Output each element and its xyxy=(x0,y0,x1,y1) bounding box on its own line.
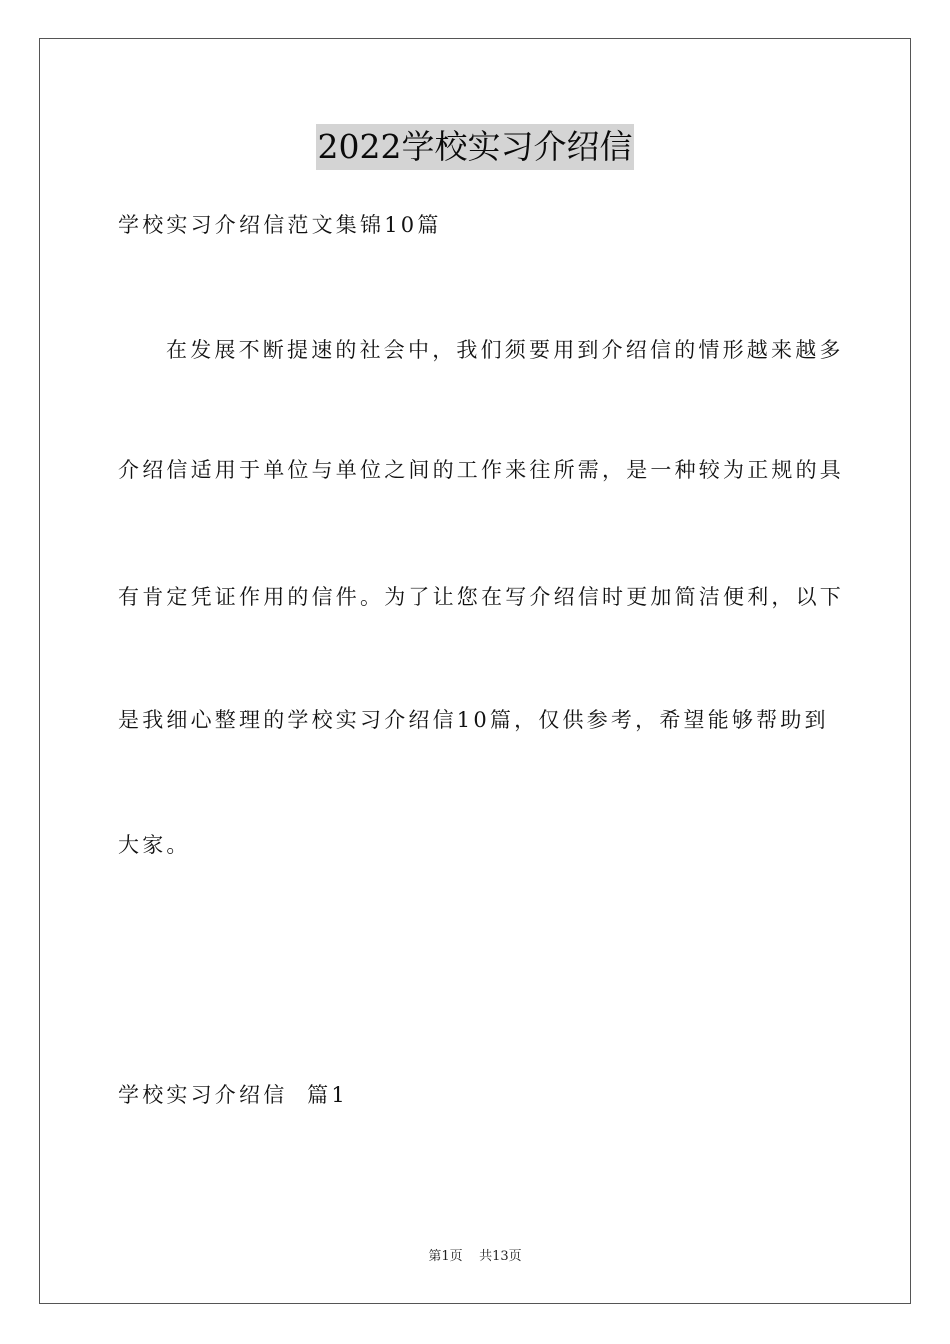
section-heading: 学校实习介绍信 篇1 xyxy=(118,1083,348,1107)
document-subtitle: 学校实习介绍信范文集锦10篇 xyxy=(118,213,442,237)
intro-line-3: 有肯定凭证作用的信件。为了让您在写介绍信时更加简洁便利，以下 xyxy=(118,585,844,609)
intro-line-1: 在发展不断提速的社会中，我们须要用到介绍信的情形越来越多 xyxy=(166,338,844,362)
page-footer: 第1页 共13页 xyxy=(428,1249,522,1264)
document-title xyxy=(0,124,950,170)
intro-line-5: 大家。 xyxy=(118,833,191,857)
intro-line-2: 介绍信适用于单位与单位之间的工作来往所需，是一种较为正规的具 xyxy=(118,458,844,482)
document-title-text: 2022学校实习介绍信 xyxy=(316,124,635,170)
intro-line-4: 是我细心整理的学校实习介绍信10篇，仅供参考，希望能够帮助到 xyxy=(118,708,829,732)
